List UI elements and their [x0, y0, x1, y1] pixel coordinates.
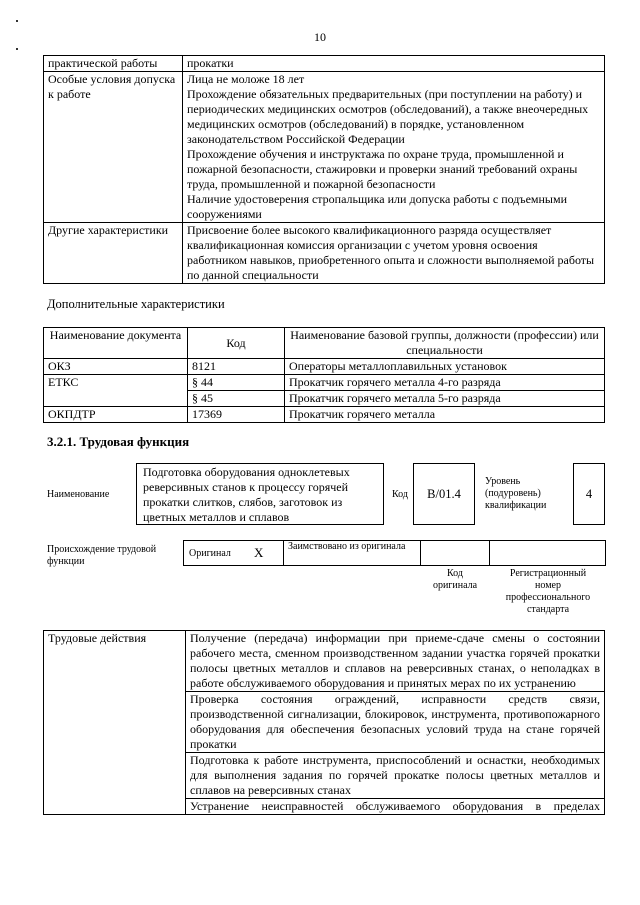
- condition-item: Наличие удостоверения стропальщика или допуска работы с подъемными сооружениями: [187, 192, 568, 221]
- header-cell: Код: [188, 328, 285, 359]
- original-mark: X: [254, 545, 264, 560]
- row-value: прокатки: [183, 56, 605, 72]
- row-value: Присвоение более высокого квалификационного разряда осуществляет квалификационная комиссия организации с учетом уровня освоения работником навыков, приобретенного опыта и сложности выполняемой работы по данной специальности: [183, 223, 605, 284]
- code-value-box: [413, 463, 475, 525]
- condition-item: Лица не моложе 18 лет: [187, 72, 305, 86]
- table-row: [44, 223, 605, 284]
- table-row: [44, 407, 605, 423]
- scan-speck: [16, 48, 18, 50]
- table-cell: ОКЗ: [44, 359, 188, 375]
- scan-speck: [16, 20, 18, 22]
- action-item: Проверка состояния ограждений, исправности средств связи, производственной сигнализации, блокировок, инструмента, противопожарного оборудования для обеспечения безопасных условий труда на стане горячей прокатки: [186, 692, 605, 753]
- level-value-box: [573, 463, 605, 525]
- row-label: практической работы: [44, 56, 183, 72]
- table-cell: ЕТКС: [44, 375, 188, 407]
- table-cell: ОКПДТР: [44, 407, 188, 423]
- header-cell: Наименование базовой группы, должности (профессии) или специальности: [285, 328, 605, 359]
- additional-title: Дополнительные характеристики: [47, 297, 225, 311]
- table-cell: Прокатчик горячего металла 5-го разряда: [285, 391, 605, 407]
- table-cell: Прокатчик горячего металла: [285, 407, 605, 423]
- divider: [420, 540, 421, 566]
- level-label: Уровень (подуровень) квалификации: [485, 476, 547, 511]
- action-item: Устранение неисправностей обслуживаемого оборудования в пределах: [186, 799, 605, 815]
- table-header-row: [44, 328, 605, 359]
- level-value: 4: [585, 487, 593, 501]
- classification-table: [43, 327, 605, 423]
- section-title: 3.2.1. Трудовая функция: [47, 434, 190, 449]
- actions-label: Трудовые действия: [44, 631, 186, 815]
- reg-number-label: Регистрационный номер профессионального стандарта: [505, 568, 591, 615]
- table-cell: Операторы металлоплавильных установок: [285, 359, 605, 375]
- table-cell: Прокатчик горячего металла 4-го разряда: [285, 375, 605, 391]
- conditions-table: [43, 55, 605, 284]
- table-cell: 8121: [188, 359, 285, 375]
- divider: [489, 540, 490, 566]
- condition-item: Прохождение обязательных предварительных (при поступлении на работу) и периодических медицинских осмотров (обследований), а также внеочередных медицинских осмотров (обследований) в порядке, установленном законодательством Российской Федерации: [187, 87, 589, 146]
- table-row: [44, 375, 605, 391]
- table-cell: § 45: [188, 391, 285, 407]
- table-cell: 17369: [188, 407, 285, 423]
- condition-item: Прохождение обучения и инструктажа по охране труда, промышленной и пожарной безопасности, стажировки и проверки знаний требований охраны труда, промышленной и пожарной безопасности: [187, 147, 578, 191]
- row-label: Другие характеристики: [44, 223, 183, 284]
- row-label: Особые условия допуска к работе: [44, 72, 183, 223]
- table-row: [44, 72, 605, 223]
- name-label: Наименование: [47, 489, 110, 500]
- code-value: B/01.4: [427, 487, 461, 501]
- row-value: [183, 72, 605, 223]
- function-name-box: [136, 463, 384, 525]
- actions-table: [43, 630, 605, 815]
- table-row: [44, 56, 605, 72]
- code-label: Код: [392, 489, 408, 500]
- origin-label: Происхождение трудовой функции: [47, 544, 157, 567]
- code-original-label: Код оригинала: [432, 568, 478, 591]
- function-name: Подготовка оборудования одноклетевых реверсивных станов к процессу горячей прокатки слитков, слябов, заготовок из цветных металлов и сплавов: [143, 465, 350, 524]
- divider: [283, 540, 284, 566]
- header-cell: Наименование документа: [44, 328, 188, 359]
- original-label: Оригинал: [189, 548, 231, 559]
- borrowed-label: Заимствовано из оригинала: [288, 541, 406, 552]
- action-item: Подготовка к работе инструмента, приспособлений и оснастки, необходимых для выполнения задания по горячей прокатке полосы цветных металлов и сплавов на реверсивных станах: [186, 753, 605, 799]
- page-number: 10: [314, 30, 326, 44]
- table-row: [44, 631, 605, 692]
- action-item: Получение (передача) информации при приеме-сдаче смены о состоянии рабочего места, сменном производственном задании участка горячей прокатки полосы цветных металлов и сплавов на реверсивных станах, о неполадках в работе обслуживаемого оборудования и принятых мерах по их устранению: [186, 631, 605, 692]
- table-row: [44, 359, 605, 375]
- table-cell: § 44: [188, 375, 285, 391]
